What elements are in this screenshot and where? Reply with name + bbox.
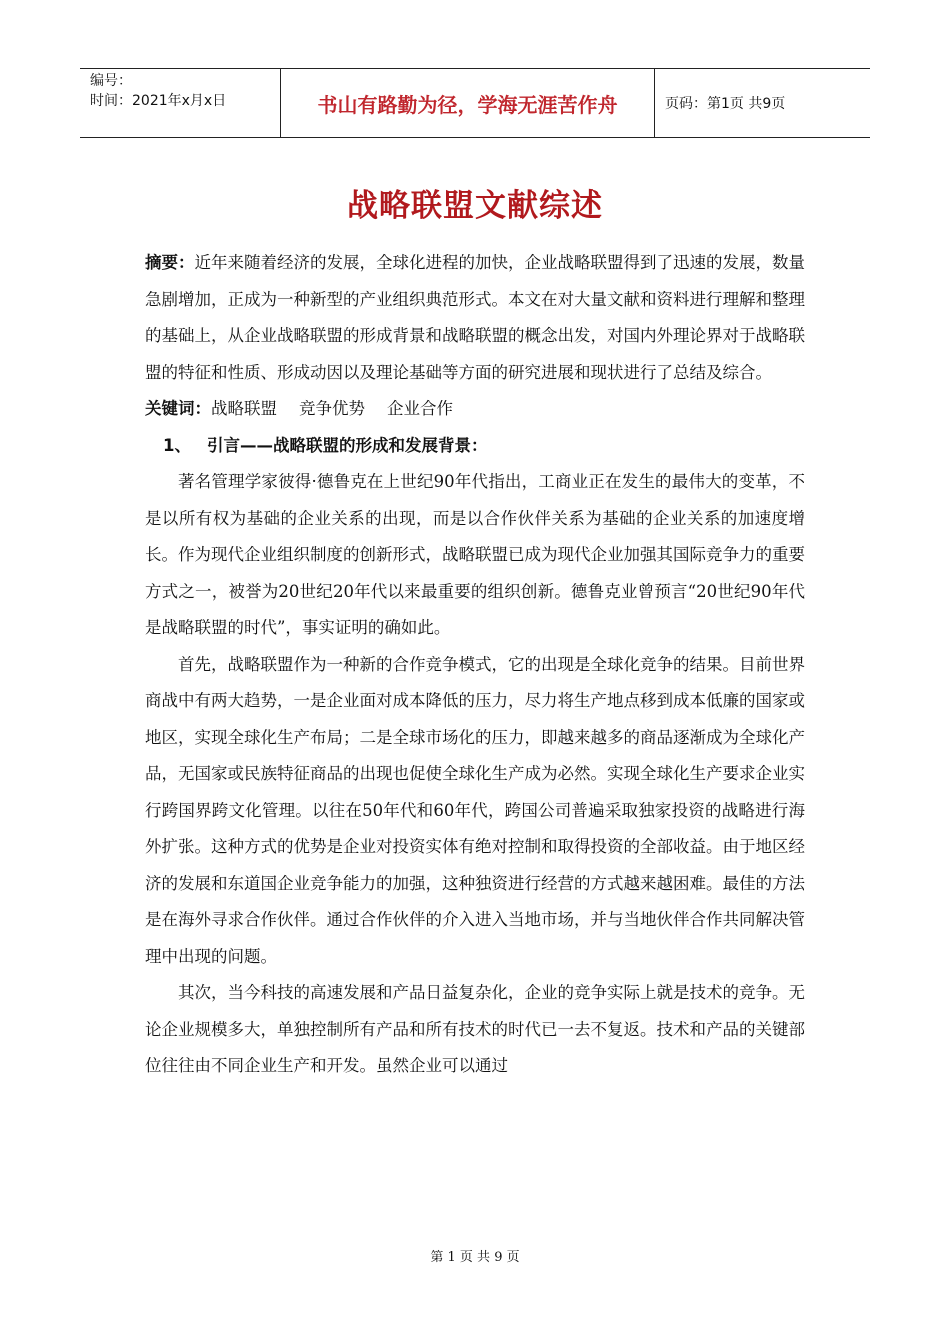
number-label: 编号： [90,73,132,89]
header-meta [80,69,280,137]
abstract-label: 摘要： [145,253,195,272]
document-header [80,68,870,138]
keyword-item: 竞争优势 [299,399,365,418]
keyword-item: 战略联盟 [211,399,277,418]
document-title: 战略联盟文献综述 [347,188,603,224]
section-heading [145,428,805,465]
keywords-label: 关键词： [145,399,211,418]
section-number: 1、 [163,435,191,455]
page-footer: 第 1 页 共 9 页 [430,1250,520,1265]
section-title: 引言——战略联盟的形成和发展背景： [207,435,488,455]
body-paragraph: 其次，当今科技的高速发展和产品日益复杂化，企业的竞争实际上就是技术的竞争。无论企业规模多大，单独控制所有产品和所有技术的时代已一去不复返。技术和产品的关键部位往往由不同企业生产和开发。虽然企业可以通过 [145,983,805,1075]
body-paragraph: 著名管理学家彼得·德鲁克在上世纪90年代指出，工商业正在发生的最伟大的变革，不是以所有权为基础的企业关系的出现，而是以合作伙伴关系为基础的企业关系的加速度增长。作为现代企业组织制度的创新形式，战略联盟已成为现代企业加强其国际竞争力的重要方式之一，被誉为20世纪20年代以来最重要的组织创新。德鲁克业曾预言“20世纪90年代是战略联盟的时代”，事实证明的确如此。 [145,472,805,637]
date-label: 时间：2021年x月x日 [90,93,227,109]
keywords [145,391,805,428]
abstract [145,245,805,391]
keyword-item: 企业合作 [387,399,453,418]
header-page-info: 页码：第1页 共9页 [665,96,786,112]
document-body [145,245,805,1085]
body-paragraph: 首先，战略联盟作为一种新的合作竞争模式，它的出现是全球化竞争的结果。目前世界商战中有两大趋势，一是企业面对成本降低的压力，尽力将生产地点移到成本低廉的国家或地区，实现全球化生产布局；二是全球市场化的压力，即越来越多的商品逐渐成为全球化产品，无国家或民族特征商品的出现也促使全球化生产成为必然。实现全球化生产要求企业实行跨国界跨文化管理。以往在50年代和60年代，跨国公司普遍采取独家投资的战略进行海外扩张。这种方式的优势是企业对投资实体有绝对控制和取得投资的全部收益。由于地区经济的发展和东道国企业竞争能力的加强，这种独资进行经营的方式越来越困难。最佳的方法是在海外寻求合作伙伴。通过合作伙伴的介入进入当地市场，并与当地伙伴合作共同解决管理中出现的问题。 [145,654,805,966]
header-motto: 书山有路勤为径，学海无涯苦作舟 [280,69,655,137]
abstract-text: 近年来随着经济的发展，全球化进程的加快，企业战略联盟得到了迅速的发展，数量急剧增加，正成为一种新型的产业组织典范形式。本文在对大量文献和资料进行理解和整理的基础上，从企业战略联盟的形成背景和战略联盟的概念出发，对国内外理论界对于战略联盟的特征和性质、形成动因以及理论基础等方面的研究进展和现状进行了总结及综合。 [145,253,805,382]
